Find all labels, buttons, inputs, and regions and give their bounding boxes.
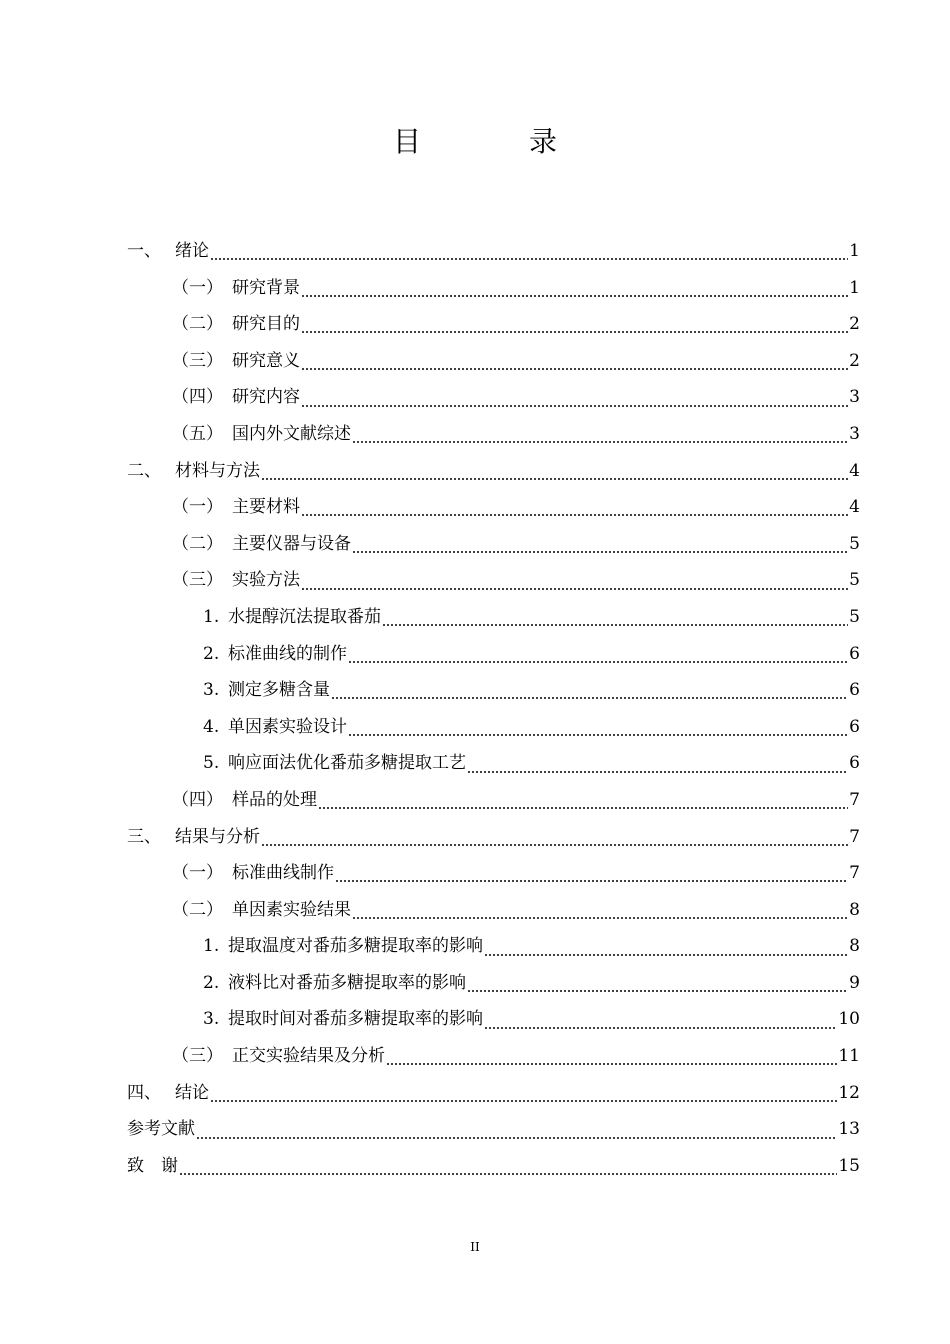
toc-entry-page: 3 — [849, 387, 860, 408]
toc-entry[interactable] — [127, 273, 860, 310]
toc-entry-number: 2. — [203, 972, 220, 993]
toc-entry-number: 4. — [203, 716, 220, 737]
toc-leader-dots — [348, 734, 848, 736]
toc-entry-number: （一） — [172, 863, 223, 884]
toc-leader-dots — [301, 405, 848, 407]
toc-entry[interactable] — [127, 236, 860, 273]
toc-entry-number: 三、 — [127, 826, 161, 847]
page-title: 目 录 — [392, 125, 597, 158]
toc-leader-dots — [261, 844, 848, 846]
toc-entry[interactable] — [127, 748, 860, 785]
toc-entry-title: 研究意义 — [232, 350, 300, 371]
toc-entry[interactable] — [127, 931, 860, 968]
toc-entry-title: 标准曲线制作 — [232, 863, 334, 884]
toc-entry-page: 5 — [849, 533, 860, 554]
toc-entry-number: 1. — [203, 936, 220, 957]
page-number-footer: II — [470, 1240, 480, 1254]
toc-entry[interactable] — [127, 419, 860, 456]
toc-leader-dots — [179, 1173, 837, 1175]
toc-entry[interactable] — [127, 456, 860, 493]
toc-entry-number: （五） — [172, 423, 223, 444]
table-of-contents — [127, 236, 860, 1187]
toc-entry-page: 1 — [849, 277, 860, 298]
toc-entry-page: 15 — [838, 1155, 860, 1176]
toc-leader-dots — [335, 880, 848, 882]
toc-entry-title: 致 谢 — [127, 1155, 178, 1176]
toc-entry-page: 8 — [849, 899, 860, 920]
toc-leader-dots — [352, 917, 848, 919]
toc-entry-page: 2 — [849, 350, 860, 371]
toc-entry-number: （一） — [172, 277, 223, 298]
toc-entry-page: 4 — [849, 497, 860, 518]
toc-entry-number: （四） — [172, 789, 223, 810]
toc-entry[interactable] — [127, 712, 860, 749]
toc-leader-dots — [382, 624, 848, 626]
toc-leader-dots — [196, 1137, 837, 1139]
toc-entry-title: 实验方法 — [232, 570, 300, 591]
toc-leader-dots — [467, 771, 848, 773]
toc-entry[interactable] — [127, 639, 860, 676]
toc-entry-title: 绪论 — [175, 241, 209, 261]
toc-entry-number: 2. — [203, 643, 220, 664]
toc-leader-dots — [301, 368, 848, 370]
toc-entry[interactable] — [127, 346, 860, 383]
toc-leader-dots — [301, 514, 848, 516]
toc-leader-dots — [318, 807, 848, 809]
toc-entry-page: 6 — [849, 753, 860, 774]
toc-entry-page: 6 — [849, 716, 860, 737]
toc-entry[interactable] — [127, 785, 860, 822]
toc-leader-dots — [352, 441, 848, 443]
toc-entry-number: （三） — [172, 350, 223, 371]
toc-entry-number: （三） — [172, 570, 223, 591]
toc-leader-dots — [301, 331, 848, 333]
toc-entry-page: 6 — [849, 643, 860, 664]
toc-entry-number: 四、 — [127, 1082, 161, 1103]
toc-entry-number: 一、 — [127, 241, 161, 261]
toc-entry-page: 6 — [849, 680, 860, 701]
toc-entry-number: （一） — [172, 497, 223, 518]
toc-entry-page: 12 — [838, 1082, 860, 1103]
toc-entry-number: （二） — [172, 899, 223, 920]
toc-entry-title: 测定多糖含量 — [228, 680, 330, 701]
toc-leader-dots — [210, 1100, 837, 1102]
toc-entry[interactable] — [127, 895, 860, 932]
toc-entry-number: 1. — [203, 606, 220, 627]
toc-entry-page: 3 — [849, 423, 860, 444]
toc-entry-title: 标准曲线的制作 — [228, 643, 347, 664]
toc-leader-dots — [352, 551, 848, 553]
toc-entry-page: 5 — [849, 606, 860, 627]
toc-entry-title: 研究背景 — [232, 277, 300, 298]
toc-entry-title: 材料与方法 — [175, 460, 260, 481]
toc-entry-number: 3. — [203, 680, 220, 701]
toc-entry-page: 5 — [849, 570, 860, 591]
toc-entry[interactable] — [127, 968, 860, 1005]
toc-entry[interactable] — [127, 565, 860, 602]
toc-entry-title: 单因素实验设计 — [228, 716, 347, 737]
toc-entry[interactable] — [127, 1151, 860, 1188]
toc-entry-page: 1 — [849, 241, 860, 261]
toc-entry-page: 7 — [849, 789, 860, 810]
toc-entry[interactable] — [127, 1041, 860, 1078]
toc-entry-page: 11 — [838, 1046, 860, 1067]
toc-leader-dots — [301, 588, 848, 590]
toc-entry[interactable] — [127, 602, 860, 639]
toc-leader-dots — [386, 1063, 837, 1065]
toc-entry-title: 参考文献 — [127, 1119, 195, 1140]
toc-leader-dots — [210, 258, 848, 260]
toc-leader-dots — [301, 295, 848, 297]
toc-entry-page: 4 — [849, 460, 860, 481]
toc-entry-page: 8 — [849, 936, 860, 957]
toc-entry-title: 正交实验结果及分析 — [232, 1046, 385, 1067]
toc-leader-dots — [484, 1027, 837, 1029]
toc-entry-page: 10 — [838, 1009, 860, 1030]
toc-leader-dots — [331, 697, 848, 699]
toc-entry-title: 单因素实验结果 — [232, 899, 351, 920]
toc-leader-dots — [348, 661, 848, 663]
toc-entry-number: 5. — [203, 753, 220, 774]
toc-entry-title: 样品的处理 — [232, 789, 317, 810]
toc-entry-number: （二） — [172, 314, 223, 335]
toc-entry-title: 主要材料 — [232, 497, 300, 518]
toc-entry-title: 水提醇沉法提取番茄 — [228, 606, 381, 627]
toc-entry-number: （二） — [172, 533, 223, 554]
toc-entry[interactable] — [127, 382, 860, 419]
toc-entry[interactable] — [127, 822, 860, 859]
toc-entry-number: （三） — [172, 1046, 223, 1067]
toc-entry-title: 国内外文献综述 — [232, 423, 351, 444]
toc-entry-title: 响应面法优化番茄多糖提取工艺 — [228, 753, 466, 774]
toc-leader-dots — [261, 478, 848, 480]
toc-entry-page: 7 — [849, 863, 860, 884]
toc-entry[interactable] — [127, 529, 860, 566]
toc-entry[interactable] — [127, 1004, 860, 1041]
toc-entry[interactable] — [127, 675, 860, 712]
toc-entry-title: 研究目的 — [232, 314, 300, 335]
toc-entry-title: 结论 — [175, 1082, 209, 1103]
toc-entry-title: 提取温度对番茄多糖提取率的影响 — [228, 936, 483, 957]
toc-entry-title: 结果与分析 — [175, 826, 260, 847]
toc-entry-title: 液料比对番茄多糖提取率的影响 — [228, 972, 466, 993]
toc-entry-page: 2 — [849, 314, 860, 335]
toc-entry-page: 9 — [849, 972, 860, 993]
toc-entry[interactable] — [127, 1114, 860, 1151]
toc-entry-number: 3. — [203, 1009, 220, 1030]
toc-leader-dots — [484, 954, 848, 956]
toc-entry-title: 提取时间对番茄多糖提取率的影响 — [228, 1009, 483, 1030]
toc-leader-dots — [467, 990, 848, 992]
toc-entry[interactable] — [127, 858, 860, 895]
toc-entry[interactable] — [127, 492, 860, 529]
toc-entry[interactable] — [127, 309, 860, 346]
toc-entry-page: 7 — [849, 826, 860, 847]
toc-entry-title: 研究内容 — [232, 387, 300, 408]
toc-entry-title: 主要仪器与设备 — [232, 533, 351, 554]
toc-entry-page: 13 — [838, 1119, 860, 1140]
toc-entry-number: （四） — [172, 387, 223, 408]
toc-entry-number: 二、 — [127, 460, 161, 481]
toc-entry[interactable] — [127, 1078, 860, 1115]
